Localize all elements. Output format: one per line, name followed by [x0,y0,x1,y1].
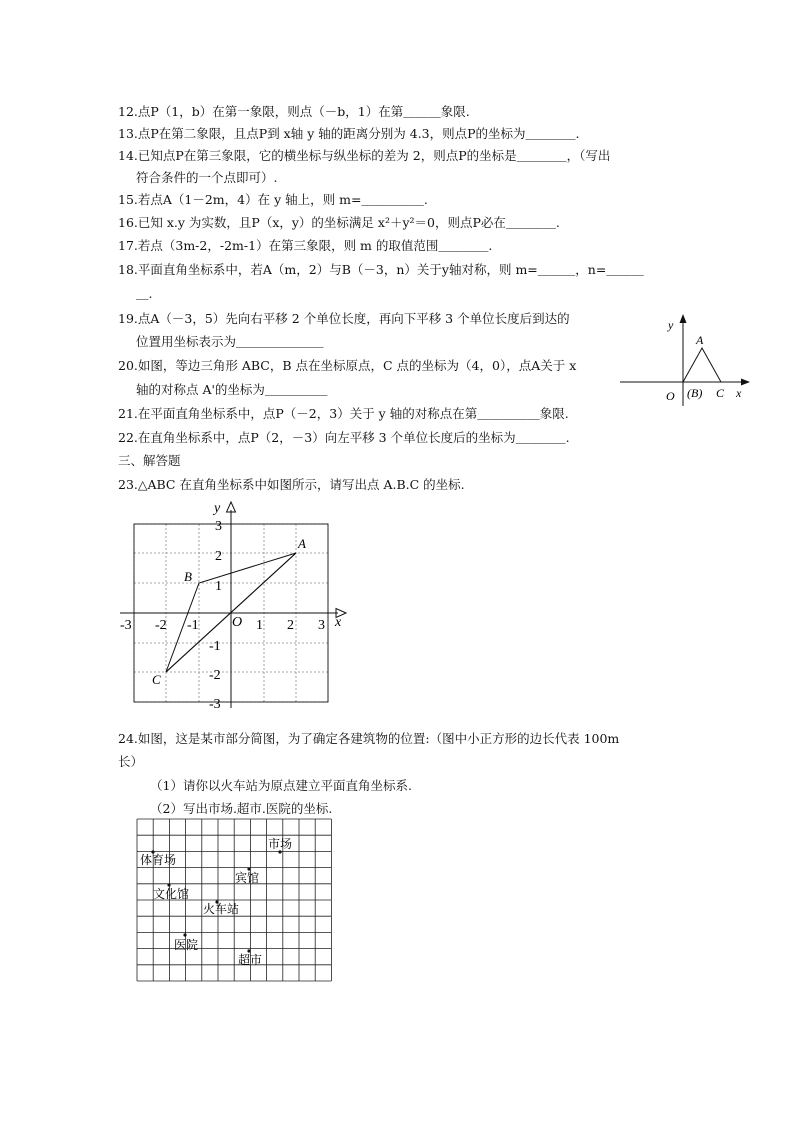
question-14-line2: 符合条件的一个点即可）. [136,170,278,185]
y-tick-2: 2 [215,549,222,564]
question-24-line1: 24.如图，这是某市部分简图，为了确定各建筑物的位置:（图中小正方形的边长代表 100m [118,731,620,746]
building-labels [140,836,292,967]
question-12: 12.点P（1，b）在第一象限，则点（－b，1）在第＿＿＿象限. [118,104,470,119]
question-13: 13.点P在第二象限，且点P到 x轴 y 轴的距离分别为 4.3，则点P的坐标为＿＿＿＿. [118,126,580,141]
x-tick-neg3: -3 [120,618,132,633]
question-24-part1: （1）请你以火车站为原点建立平面直角坐标系. [150,778,412,793]
x-tick-neg2: -2 [155,618,167,633]
x-tick-3: 3 [318,618,325,633]
question-17: 17.若点（3m-2，-2m-1）在第三象限，则 m 的取值范围＿＿＿＿. [118,238,493,253]
x-axis-arrow [741,379,750,386]
label-o: O [666,389,675,403]
label-huochezhan: 火车站 [203,902,240,916]
triangle-abc [683,348,721,382]
label-wenhuaguan: 文化馆 [153,887,190,901]
x-tick-1: 1 [256,618,263,633]
y-tick-neg2: -2 [209,668,221,683]
label-a: A [696,333,704,347]
x-label: x [335,615,342,630]
question-16: 16.已知 x.y 为实数，且P（x，y）的坐标满足 x²＋y²＝0，则点P必在＿＿＿＿. [118,215,560,230]
question-20-line1: 20.如图，等边三角形 ABC，B 点在坐标原点，C 点的坐标为（4，0），点A关于 x [118,358,577,373]
label-tiyuchang: 体育场 [140,853,177,867]
question-24-line2: 长） [118,754,144,769]
marker-yiyuan [183,933,186,936]
label-yiyuan: 医院 [174,938,199,952]
section-heading: 三、解答题 [118,453,181,468]
y-tick-neg3: -3 [209,697,221,708]
y-axis-arrow [680,314,687,323]
question-20-line2: 轴的对称点 A'的坐标为＿＿＿＿＿ [136,382,328,397]
label-shichang: 市场 [268,837,293,851]
city-map-grid [136,818,332,986]
label-b: B [184,569,192,584]
question-14-line1: 14.已知点P在第三象限，它的横坐标与纵坐标的差为 2，则点P的坐标是＿＿＿＿，（写出 [118,148,611,163]
question-18-line2: ＿. [136,286,153,301]
x-label: x [736,386,742,400]
y-tick-3: 3 [215,519,222,534]
label-c: C [152,672,161,687]
label-binguan: 宾馆 [235,871,260,885]
question-18-line1: 18.平面直角坐标系中，若A（m，2）与B（－3，n）关于y轴对称，则 m=＿＿＿，n=＿＿＿ [118,262,644,277]
y-label: y [214,501,221,516]
y-tick-neg1: -1 [209,639,221,654]
triangle-figure [620,312,760,408]
question-19-line2: 位置用坐标表示为＿＿＿＿＿＿＿ [136,334,324,349]
question-21: 21.在平面直角坐标系中，点P（－2，3）关于 y 轴的对称点在第＿＿＿＿＿象限. [118,406,569,421]
y-label: y [668,318,674,332]
question-19-line1: 19.点A（－3，5）先向右平移 2 个单位长度，再向下平移 3 个单位长度后到达的 [118,311,570,326]
label-c: C [716,386,725,400]
x-tick-neg1: -1 [187,618,199,633]
question-24-part2: （2）写出市场.超市.医院的坐标. [150,801,333,816]
x-tick-2: 2 [287,618,294,633]
label-b: (B) [687,386,703,400]
question-23: 23.△ABC 在直角坐标系中如图所示，请写出点 A.B.C 的坐标. [118,477,465,492]
label-a: A [298,536,306,551]
label-o: O [232,615,243,630]
y-tick-1: 1 [215,579,222,594]
label-chaoshi: 超市 [238,953,263,967]
question-22: 22.在直角坐标系中，点P（2，－3）向左平移 3 个单位长度后的坐标为＿＿＿＿. [118,430,570,445]
coordinate-grid-figure [116,498,352,708]
question-15: 15.若点A（1－2m，4）在 y 轴上，则 m=＿＿＿＿＿. [118,192,428,207]
